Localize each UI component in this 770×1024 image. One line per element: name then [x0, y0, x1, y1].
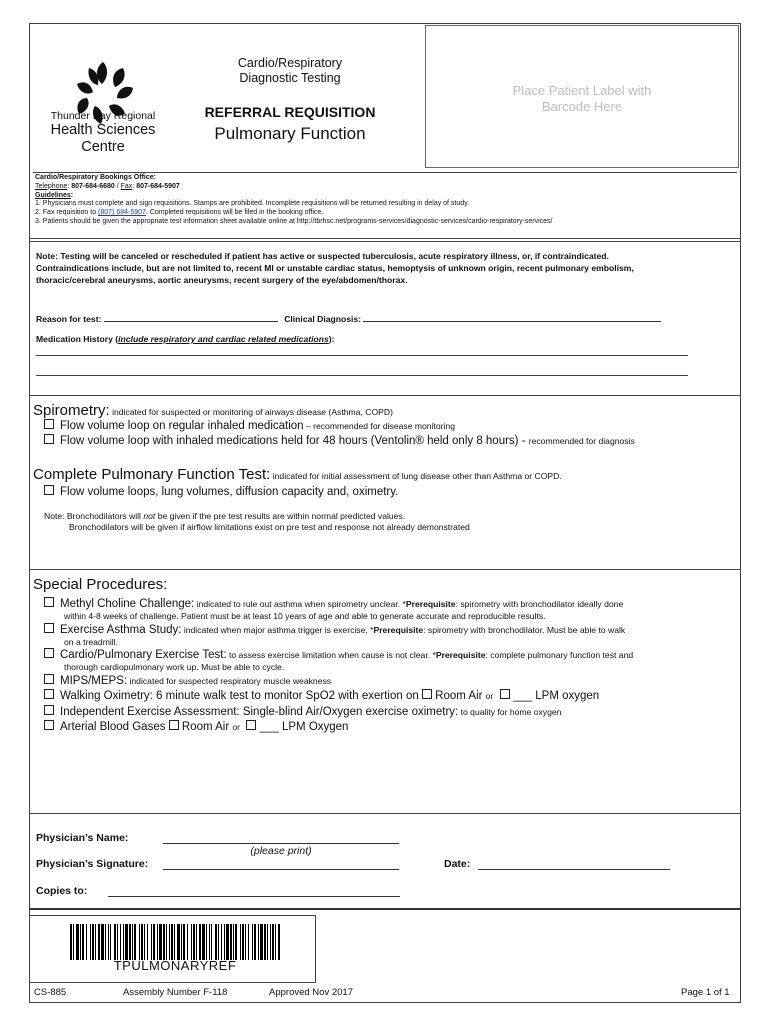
patient-label-placeholder — [425, 83, 739, 115]
spirometry-option-2[interactable]: Flow volume loop with inhaled medications held for 48 hours (Ventolin® held only 8 hours) - recommended for diagnosis — [44, 434, 635, 447]
medication-input-line-2[interactable] — [36, 375, 688, 376]
copies-input[interactable] — [108, 896, 400, 897]
barcode-box — [29, 915, 316, 983]
divider — [33, 172, 737, 173]
booking-office: Cardio/Respiratory Bookings Office: — [35, 174, 156, 181]
label-line-2: Barcode Here — [541, 99, 623, 114]
fax-link[interactable]: (807) 684-5907 — [98, 209, 146, 217]
spirometry-heading: Spirometry: — [33, 402, 110, 419]
telephone-number: 807-684-6680 — [71, 182, 115, 190]
spirometry-heading-row — [33, 402, 393, 420]
org-line-2: Health Sciences — [50, 122, 156, 138]
note-line-3: thoracic/cerebral aneurysms, aortic aneurysms, recent surgery of the eye/abdomen/thorax. — [36, 275, 408, 285]
label-line-1: Place Patient Label with — [512, 83, 652, 98]
checkbox[interactable] — [44, 720, 54, 730]
contraindication-note — [36, 250, 736, 286]
procedure-methyl-choline[interactable]: Methyl Choline Challenge: indicated to rule out asthma when spirometry unclear. *Prerequisite: spirometry with bronchodilator ideally done — [44, 597, 623, 610]
complete-pft-heading: Complete Pulmonary Function Test: — [33, 466, 271, 483]
department-title — [200, 56, 380, 86]
checkbox[interactable] — [44, 419, 54, 429]
divider — [29, 241, 741, 242]
reason-row — [36, 314, 661, 324]
divider — [29, 569, 741, 570]
diagnosis-input[interactable] — [363, 321, 661, 322]
complete-pft-option[interactable]: Flow volume loops, lung volumes, diffusion capacity and, oximetry. — [44, 485, 398, 498]
approval-date: Approved Nov 2017 — [269, 987, 353, 998]
barcode-icon — [70, 924, 280, 960]
oxygen-checkbox[interactable] — [500, 689, 510, 699]
guidelines-label: Guidelines — [35, 191, 71, 199]
procedure-exercise-asthma[interactable]: Exercise Asthma Study: indicated when major asthma trigger is exercise. *Prerequisite: spirometry with bronchodilator. Must be able to walk — [44, 623, 625, 636]
guidelines-block: Cardio/Respiratory Bookings Office: Telephone: 807-684-6680 / Fax: 807-684-5907 Guidelines: 1. Physicians must complete and sign requisitions. Stamps are prohibited. Incomplete requisitions will be returned resulting in delay of study. 2. Fax requisition to (807) 684-5907. Completed requisitions will be filed in the booking office. 3. Patients should be given the appropriate test information sheet available online at http://tbrhsc.net/programs-services/diagnostic-services/cardio-respiratory-services/ — [35, 174, 735, 227]
reason-input[interactable] — [104, 321, 278, 322]
physician-signature-input[interactable] — [163, 869, 399, 870]
checkbox[interactable] — [44, 623, 54, 633]
date-label: Date: — [444, 858, 471, 870]
fax-label: Fax — [120, 182, 133, 190]
complete-pft-heading-row — [33, 466, 562, 484]
procedure-exercise-asthma-cont: on a treadmill. — [64, 637, 118, 647]
divider — [29, 813, 741, 814]
telephone-label: Telephone — [35, 182, 68, 190]
form-subtitle: Pulmonary Function — [214, 124, 366, 143]
title-line-2: Diagnostic Testing — [239, 71, 341, 85]
divider — [29, 238, 741, 239]
checkbox[interactable] — [44, 597, 54, 607]
procedure-methyl-choline-cont: within 4-8 weeks of challenge. Patient must be at least 10 years of age and able to generate accurate and reproducible results. — [64, 611, 546, 621]
procedure-independent-exercise[interactable]: Independent Exercise Assessment: Single-blind Air/Oxygen exercise oximetry: to quality for home oxygen — [44, 705, 561, 718]
reason-label: Reason for test: — [36, 314, 102, 324]
barcode-text: TPULMONARYREF — [113, 958, 237, 973]
org-line-1: Thunder Bay Regional — [50, 110, 156, 122]
complete-pft-description: indicated for initial assessment of lung disease other than Asthma or COPD. — [270, 471, 562, 481]
checkbox[interactable] — [44, 674, 54, 684]
org-line-3: Centre — [81, 139, 125, 155]
medication-label-emphasis: include respiratory and cardiac related medications — [118, 334, 329, 344]
date-input[interactable] — [478, 869, 670, 870]
procedure-cardiopulmonary-cont: thorough cardiopulmonary work up. Must be able to cycle. — [64, 662, 285, 672]
room-air-checkbox[interactable] — [169, 720, 179, 730]
guideline-3: 3. Patients should be given the appropriate test information sheet available online at http://tbrhsc.net/programs-services/diagnostic-services/cardio-respiratory-services/ — [35, 217, 553, 225]
spirometry-description: indicated for suspected or monitoring of airways disease (Asthma, COPD) — [109, 407, 393, 417]
please-print-hint: (please print) — [250, 845, 312, 857]
checkbox[interactable] — [44, 689, 54, 699]
procedure-arterial-blood-gases[interactable]: Arterial Blood Gases Room Air or ___ LPM Oxygen — [44, 720, 348, 733]
checkbox[interactable] — [44, 485, 54, 495]
spirometry-option-1[interactable]: Flow volume loop on regular inhaled medication – recommended for disease monitoring — [44, 419, 455, 432]
diagnosis-label: Clinical Diagnosis: — [284, 314, 362, 324]
physician-name-label: Physician’s Name: — [36, 832, 129, 844]
title-line-1: Cardio/Respiratory — [237, 56, 343, 70]
divider — [29, 395, 741, 396]
bronchodilator-note-1: Note: Bronchodilators will not be given if the pre test results are within normal predicted values. — [44, 511, 406, 521]
medication-label: Medication History ( — [36, 334, 119, 344]
procedure-walking-oximetry[interactable]: Walking Oximetry: 6 minute walk test to monitor SpO2 with exertion on Room Air or ___ LPM oxygen — [44, 689, 599, 702]
note-line-2: Contraindications include, but are not limited to, recent MI or unstable cardiac status, hemoptysis of unknown origin, recent pulmonary embolism, — [36, 263, 634, 273]
special-procedures-heading: Special Procedures: — [33, 576, 168, 593]
checkbox[interactable] — [44, 705, 54, 715]
guideline-1: 1. Physicians must complete and sign requisitions. Stamps are prohibited. Incomplete requisitions will be returned resulting in delay of study. — [35, 200, 470, 208]
oxygen-checkbox[interactable] — [246, 720, 256, 730]
medication-input-line-1[interactable] — [36, 355, 688, 356]
bronchodilator-note-2: Bronchodilators will be given if airflow limitations exist on pre test and response not already demonstrated — [69, 522, 470, 532]
room-air-checkbox[interactable] — [422, 689, 432, 699]
procedure-cardiopulmonary[interactable]: Cardio/Pulmonary Exercise Test: to assess exercise limitation when cause is not clear. *Prerequisite: complete pulmonary function test and — [44, 648, 633, 661]
divider — [29, 908, 741, 910]
assembly-number: Assembly Number F-118 — [123, 987, 228, 998]
medication-row: Medication History (include respiratory and cardiac related medications): — [36, 334, 335, 344]
physician-signature-label: Physician’s Signature: — [36, 858, 149, 870]
page-number: Page 1 of 1 — [681, 987, 730, 998]
form-number: CS-885 — [34, 987, 67, 998]
fax-number: 807-684-5907 — [136, 182, 180, 190]
guideline-2: 2. Fax requisition to (807) 684-5907. Completed requisitions will be filed in the booking office. — [35, 209, 324, 217]
copies-label: Copies to: — [36, 885, 88, 897]
requisition-title: REFERRAL REQUISITION — [204, 104, 376, 120]
organization-name — [38, 110, 168, 156]
booking-contacts: Telephone: 807-684-6680 / Fax: 807-684-5907 — [35, 182, 180, 190]
procedure-mips-meps[interactable]: MIPS/MEPS: indicated for suspected respiratory muscle weakness — [44, 674, 331, 687]
checkbox[interactable] — [44, 434, 54, 444]
checkbox[interactable] — [44, 648, 54, 658]
note-line-1: Note: Testing will be canceled or rescheduled if patient has active or suspected tuberculosis, acute respiratory illness, or, if contraindicated. — [36, 251, 609, 261]
physician-name-input[interactable] — [163, 843, 399, 844]
